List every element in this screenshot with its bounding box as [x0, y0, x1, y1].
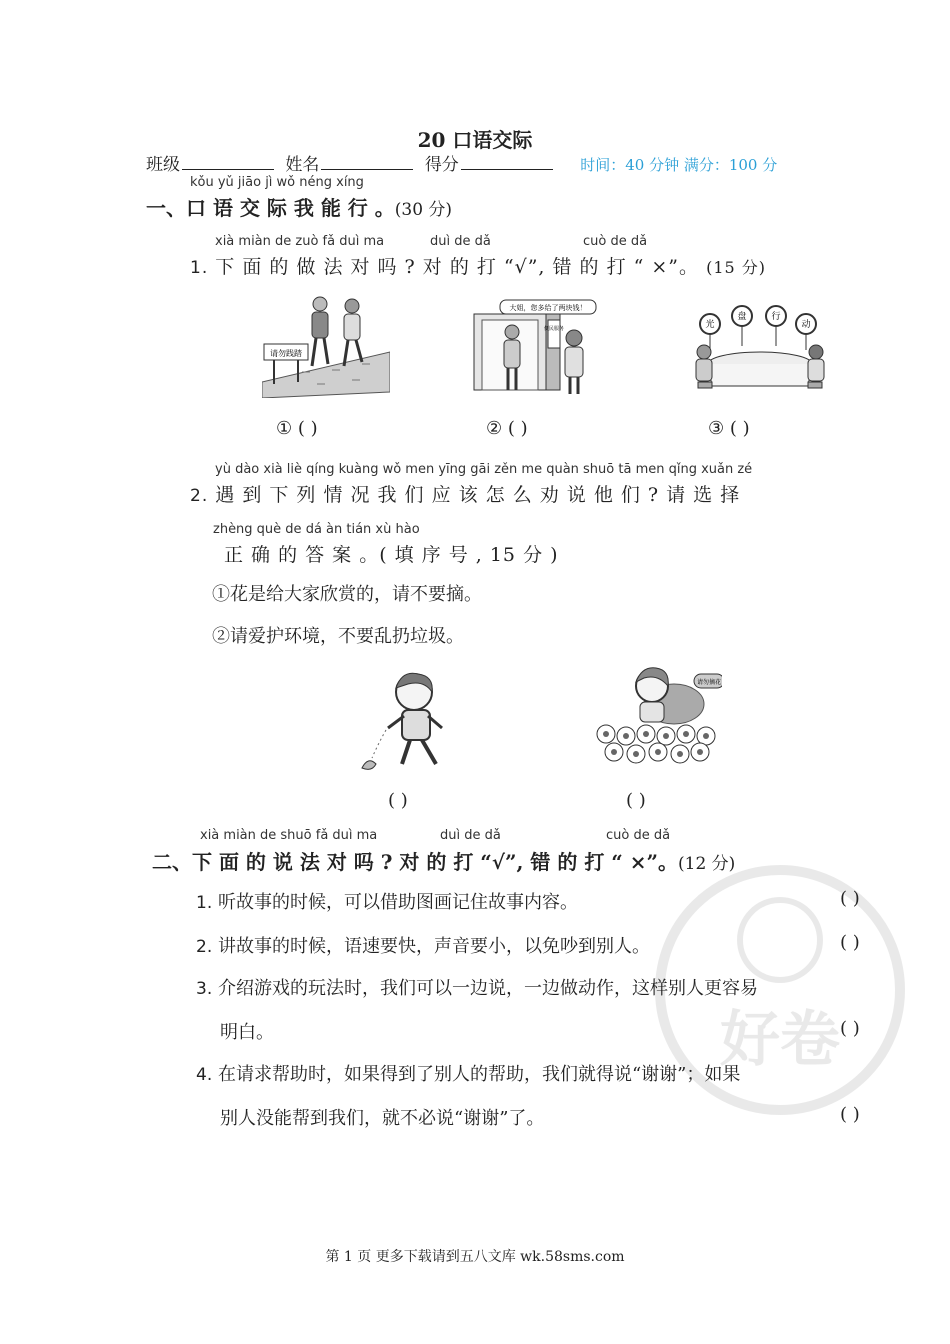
q1-answer-1[interactable]: ① ( )	[276, 418, 318, 439]
student-info-row	[146, 150, 777, 175]
section2-score: (12 分)	[678, 854, 736, 874]
q2-option-2: ②请爱护环境，不要乱扔垃圾。	[212, 626, 464, 647]
badge-text-3: 行	[771, 312, 781, 322]
statement-4	[196, 1060, 740, 1086]
section2-pinyin-a: xià miàn de shuō fǎ duì ma	[200, 828, 378, 843]
name-blank[interactable]	[321, 153, 413, 170]
flower-sign-text: 请勿摘花	[696, 679, 722, 686]
q1-number: 1.	[190, 258, 209, 278]
statement-4-number: 4.	[196, 1065, 213, 1085]
statement-3-line2: 明白。	[220, 1022, 274, 1043]
exam-meta: 时间：40 分钟 满分：100 分	[580, 156, 778, 174]
statement-3	[196, 974, 758, 1000]
q2-answer-2[interactable]: ( )	[626, 790, 646, 811]
statement-3-text: 介绍游戏的玩法时，我们可以一边说，一边做动作，这样别人更容易	[217, 978, 758, 999]
picture-returning-money	[472, 296, 602, 398]
statement-4-line2: 别人没能帮到我们，就不必说“谢谢”了。	[220, 1108, 545, 1129]
badge-text-4: 动	[801, 320, 811, 330]
class-label: 班级	[146, 155, 180, 175]
score-label: 得分	[424, 155, 459, 175]
q1-pinyin-a: xià miàn de zuò fǎ duì ma	[215, 234, 385, 249]
statement-3-answer[interactable]: ( )	[840, 1018, 860, 1039]
q1-answer-3[interactable]: ③ ( )	[708, 418, 750, 439]
q2-answer-1[interactable]: ( )	[388, 790, 408, 811]
badge-text-2: 盘	[737, 312, 747, 322]
q2-number: 2.	[190, 486, 209, 506]
name-label: 姓名	[285, 155, 320, 175]
statement-2	[196, 932, 650, 958]
statement-2-text: 讲故事的时候，语速要快，声音要小，以免吵到别人。	[217, 936, 650, 957]
q2-text: 遇 到 下 列 情 况 我 们 应 该 怎 么 劝 说 他 们 ? 请 选 择	[215, 484, 741, 506]
statement-4-answer[interactable]: ( )	[840, 1104, 860, 1125]
statement-1-number: 1.	[196, 893, 213, 913]
badge-text-1: 光	[705, 320, 715, 330]
statement-2-answer[interactable]: ( )	[840, 932, 860, 953]
statement-4-text: 在请求帮助时，如果得到了别人的帮助，我们就得说“谢谢”；如果	[217, 1064, 741, 1085]
q1-score: (15 分)	[706, 258, 767, 277]
class-blank[interactable]	[182, 153, 274, 170]
statement-2-number: 2.	[196, 937, 213, 957]
q2-text-line2: 正 确 的 答 案 。( 填 序 号 , 15 分 )	[224, 544, 559, 566]
picture-lawn-walking	[262, 292, 390, 398]
lawn-sign-text: 请勿践踏	[270, 349, 302, 358]
q1-text: 下 面 的 做 法 对 吗 ? 对 的 打 “√”, 错 的 打 “ ×”。	[215, 256, 700, 278]
statement-1	[196, 888, 578, 914]
score-blank[interactable]	[461, 153, 553, 170]
section1-pinyin: kǒu yǔ jiāo jì wǒ néng xíng	[190, 175, 364, 190]
q2-question	[190, 480, 740, 507]
q1-question	[190, 252, 766, 279]
section1-score: (30 分)	[394, 200, 453, 220]
q2-pinyin-b: zhèng què de dá àn tián xù hào	[213, 522, 420, 537]
statement-3-number: 3.	[196, 979, 213, 999]
section2-pinyin-b: duì de dǎ	[440, 828, 501, 843]
watermark-text: 好卷	[720, 1005, 840, 1075]
page-title: 20 口语交际	[417, 128, 533, 152]
shop-sign-text: 便民服务	[543, 326, 565, 332]
q1-pinyin-c: cuò de dǎ	[583, 234, 648, 249]
section1-title: 一、口 语 交 际 我 能 行 。	[146, 196, 395, 220]
q1-answer-2[interactable]: ② ( )	[486, 418, 528, 439]
q2-pinyin-a: yù dào xià liè qíng kuàng wǒ men yīng gāi zěn me quàn shuō tā men qǐng xuǎn zé	[215, 462, 753, 477]
speech-bubble-text: 大姐，您多给了两块钱！	[509, 304, 587, 312]
page-footer: 第 1 页 更多下载请到五八文库 wk.58sms.com	[325, 1249, 625, 1265]
q2-option-1: ①花是给大家欣赏的，请不要摘。	[212, 584, 482, 605]
section2-title: 二、下 面 的 说 法 对 吗 ? 对 的 打 “√”, 错 的 打 “ ×”。	[152, 850, 679, 874]
statement-1-text: 听故事的时候，可以借助图画记住故事内容。	[217, 892, 578, 913]
picture-girl-flowers	[592, 664, 722, 772]
q1-pinyin-b: duì de dǎ	[430, 234, 491, 249]
section1-heading	[146, 192, 452, 221]
picture-clean-plate	[690, 302, 830, 398]
statement-1-answer[interactable]: ( )	[840, 888, 860, 909]
section2-pinyin-c: cuò de dǎ	[606, 828, 671, 843]
picture-boy-littering	[358, 668, 458, 772]
